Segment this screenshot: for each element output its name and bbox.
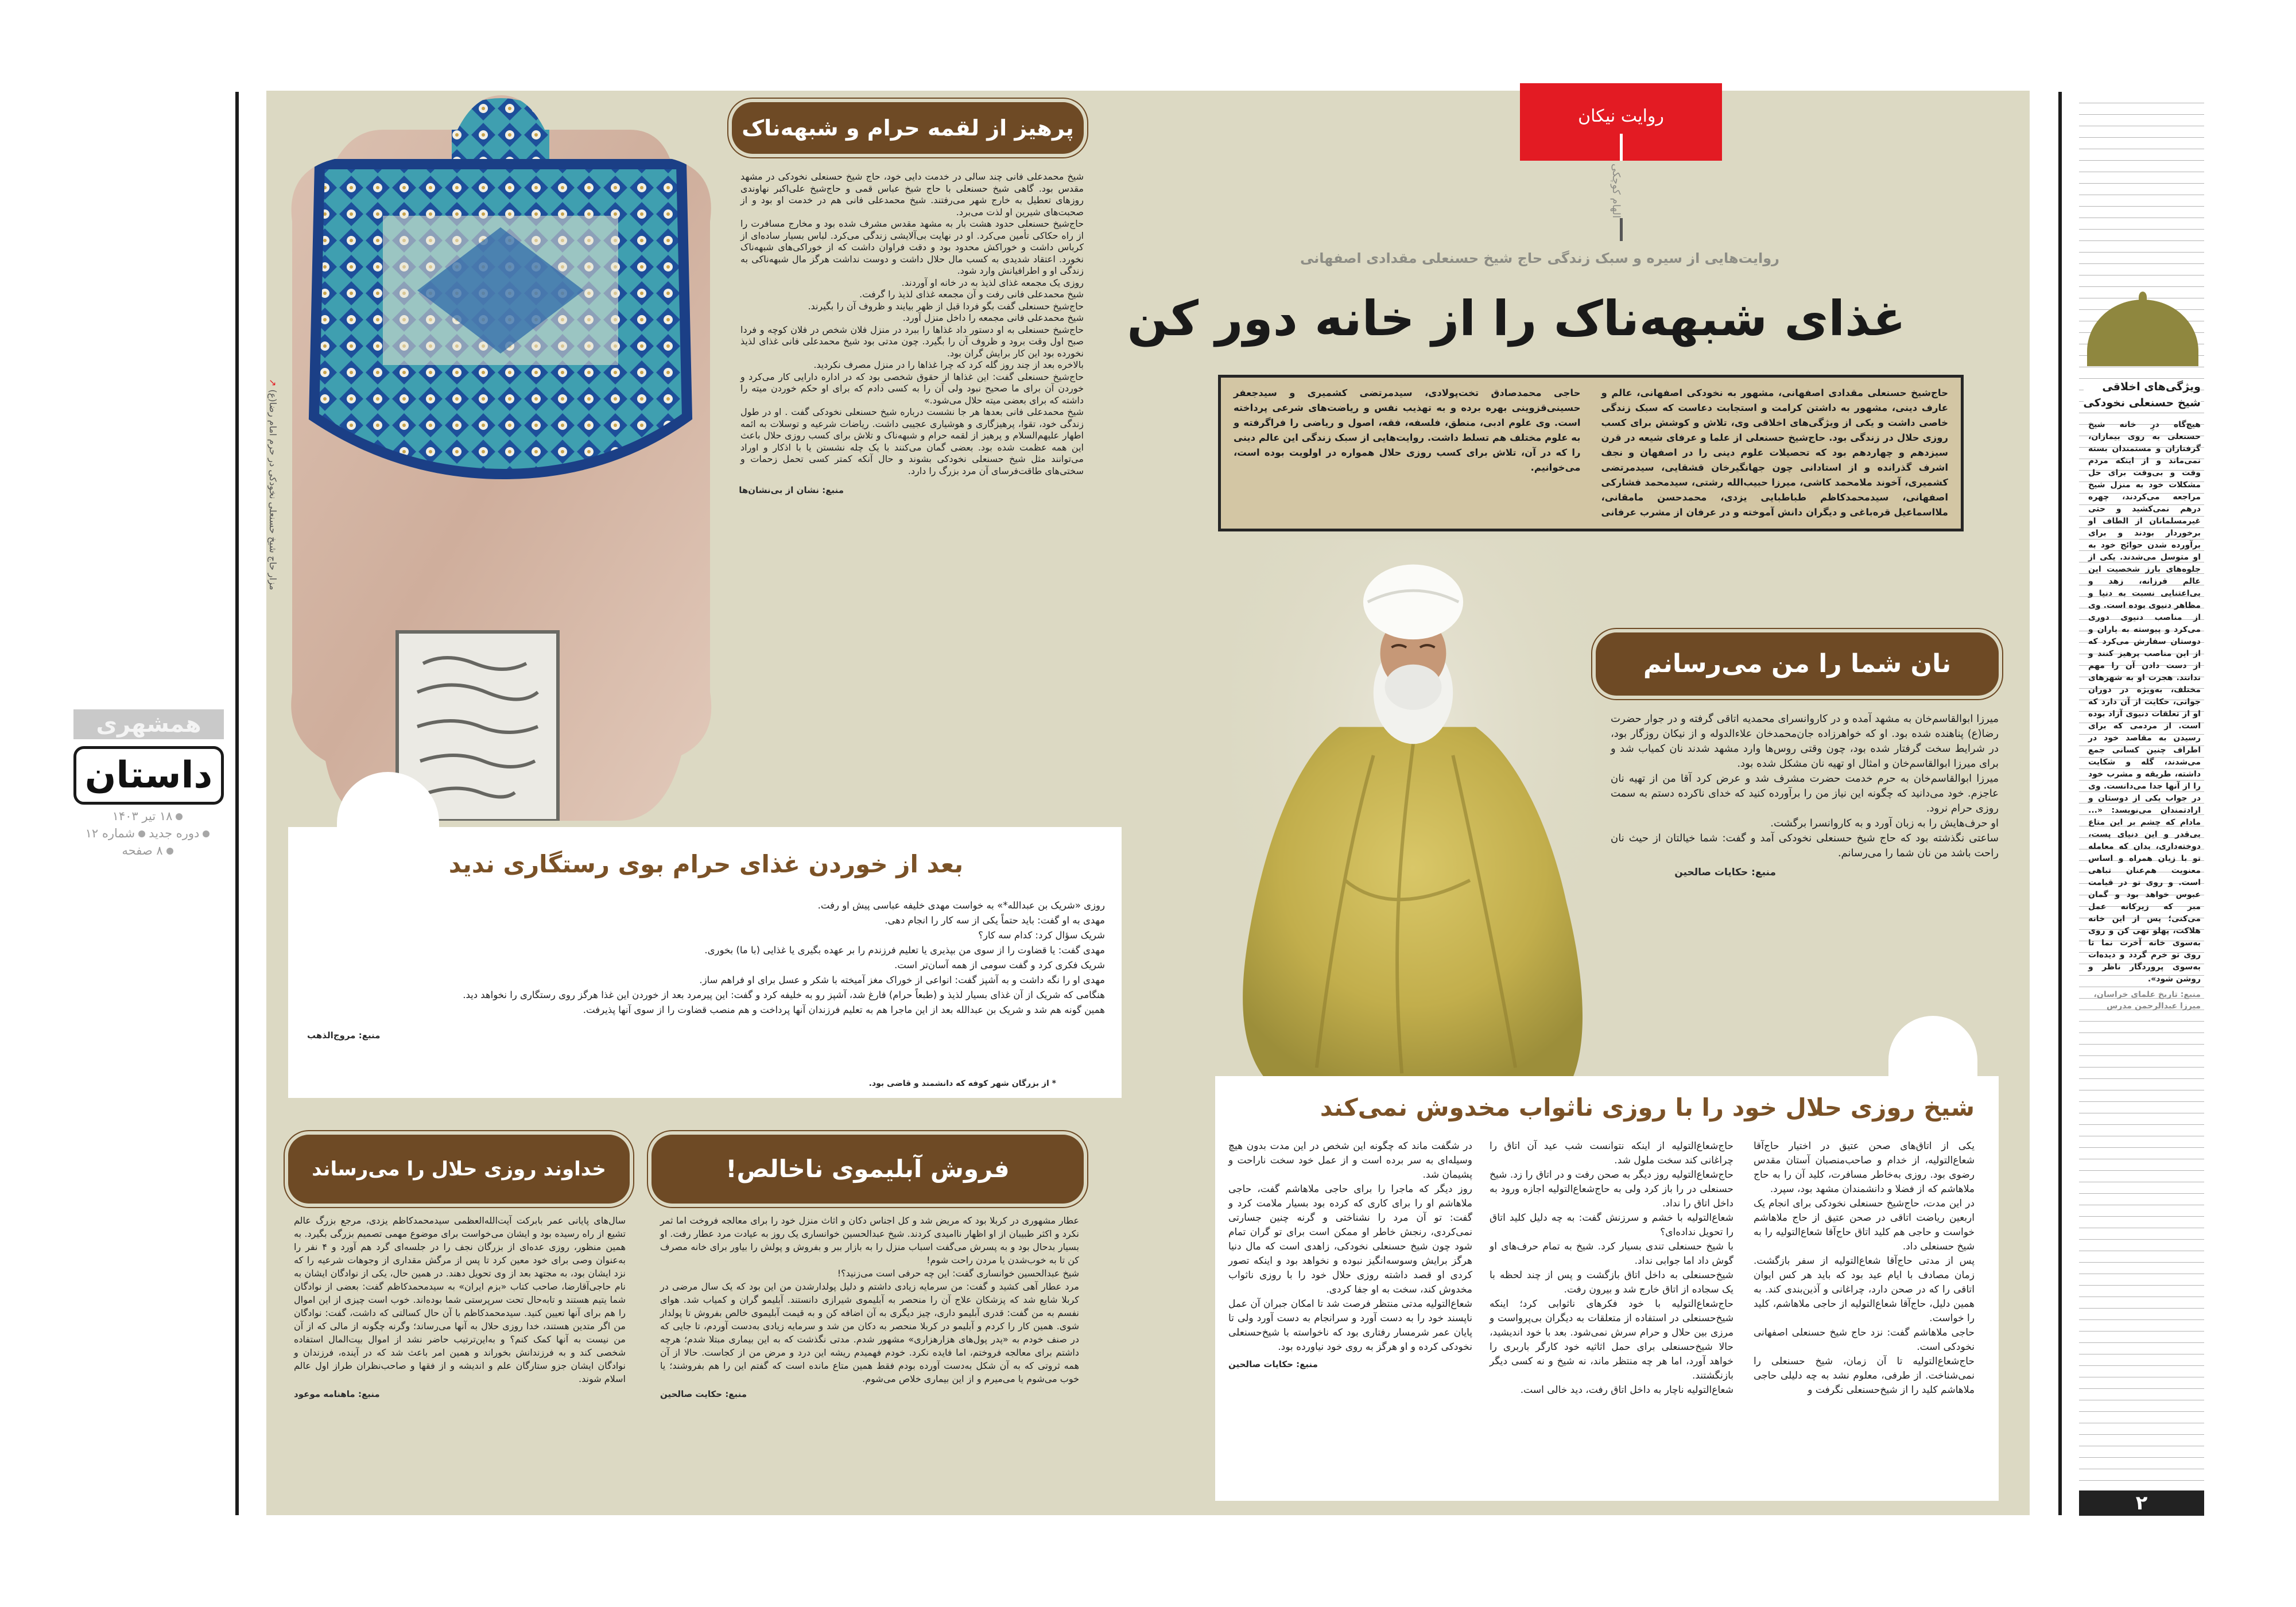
paragraph: روز دیگر که ماجرا را برای حاجی ملاهاشم گفت، حاجی ملاهاشم او را برای کاری که کرده بود بسیار ملامت کرد و گفت: تو آن مرد را نشناختی و گرنه چنین جسارتی نمی‌کردی، رنجش خاطر او ممکن است برای تو گران تمام شود چون شیخ حسنعلی نخودکی، زاهدی است که مال دنیا هرگز برایش وسوسه‌انگیز نبوده و نخواهد بود و اینکه تصور کردی او قصد داشته روزی حلال خود را با روزی ناثواب مخدوش کند، سخت به او جفا کردی. — [1228, 1183, 1472, 1295]
paragraph: حاج‌شعاع‌التولیه با خود فکرهای ناثوابی کرد؛ اینکه شیخ‌حسنعلی در استفاده از متعلقات به دیگران بی‌پرواست و مرزی بین حلال و حرام سرش نمی‌شود. بعد با خود اندیشید، حالا شیخ‌حسنعلی برای حمل اثاثیه خود کارگر باربری را خواهد آورد، اما هر چه منتظر ماند، نه شیخ و نه کسی دیگر بازنگشتند. — [1490, 1298, 1733, 1381]
paragraph: پس از مدتی حاج‌آقا شعاع‌التولیه از سفر بازگشت. زمان مصادف با ایام عید بود که باید هر کس ایوان اتاقی را که در صحن دارد، چراغانی و آذین‌بندی کند. به همین دلیل، حاج‌آقا شعاع‌التولیه از حاجی ملاهاشم، کلید را خواست. — [1754, 1255, 1975, 1324]
paragraph: در این مدت، حاج‌شیخ حسنعلی نخودکی برای انجام یک اربعین ریاضت اتاقی در صحن عتیق از حاج ملاهاشم خواست و حاجی هم کلید اتاق حاج‌آقا شعاع‌التولیه را به شیخ حسنعلی داد. — [1754, 1198, 1975, 1252]
right-divider — [2058, 92, 2062, 1515]
paragraph: سال‌های پایانی عمر بابرکت آیت‌الله‌العظمی سیدمحمدکاظم یزدی، مرجع بزرگ عالم تشیع از راه رسیده بود و ایشان می‌خواست برای موضوع مهمی تصمیم بزرگی بگیرد. به همین منظور، روزی عده‌ای از بزرگان نجف را در جلسه‌ای گرد هم آورد و ۴ نفر را به‌عنوان وصی برای خود معین کرد تا پس از مرگش مقداری از وجوهات شرعیه را که نزد ایشان بود، به مجتهد بعد از وی تحویل دهند. در همین حال، یکی از نوادگان ایشان به نام حاجی‌آقارضا، صاحب کتاب «بزم ایران» به سیدمحمدکاظم گفت: بعضی از نوادگان شما یتیم هستند و تابه‌حال تحت سرپرستی شما بوده‌اند. خوب است چیزی از این اموال را هم برای آنها تعیین کنید. سیدمحمدکاظم با آن حال کسالتی که داشت، گفت: نوادگان من اگر متدین هستند، خدا روزی حلال به آنها می‌رساند؛ وگرنه چگونه از مالی که از آن من نیست به آنها کمک کنم؟ و به‌این‌ترتیب حاضر نشد از اموال بیت‌المال استفاده شخصی کند و به فرزندانش بخوراند و همین امر باعث شد که در آینده، فرزندان و نوادگان ایشان جزو ستارگان علم و اندیشه و از فقها و صاحب‌نظران طراز اول عالم اسلام شوند. — [294, 1215, 626, 1384]
paragraph: حاج‌شیخ حسنعلی گفت بگو فردا قبل از ظهر بیایند و ظروف آن را بگیرند. — [808, 300, 1084, 312]
parhiz-title-banner: پرهیز از لقمه حرام و شبهه‌ناک — [732, 102, 1084, 154]
pages-text: ۸ صفحه — [122, 844, 163, 857]
byline: الهام کوچکی — [1610, 164, 1622, 219]
parhiz-source: منبع: نشان از بی‌نشان‌ها — [739, 485, 844, 495]
parhiz-body — [740, 171, 1084, 477]
paragraph: شیخ محمدعلی فانی رفت و آن مجمعه غذای لذیذ را گرفت. — [859, 289, 1084, 300]
rastegari-title: بعد از خوردن غذای حرام بوی رستگاری ندید — [448, 850, 964, 878]
paragraph: هیچ‌گاه درِ خانه شیخ حسنعلی به روی بیماران، گرفتاران و مستمندان بسته نمی‌ماند و از اینکه مردم وقت و بی‌وقت برای حل مشکلات خود به منزل شیخ مراجعه می‌کردند، چهره درهم نمی‌کشید و حتی غیرمسلمانان از الطاف او برخوردار بودند و برای برآورده شدن حوائج خود به او متوسل می‌شدند. یکی از جلوه‌های بارز شخصیت این عالم فرزانه، زهد و بی‌اعتنایی نسبت به دنیا و مظاهر دنیوی بوده است. وی از مناصب دنیوی دوری می‌کرد و پیوسته به یاران و دوستان سفارش می‌کرد که از این مناصب پرهیز کنند و از دست دادن آن را مهم ندانند. هجرت او به شهرهای مختلف، به‌ویژه در دوران جوانی، حکایت از آن دارد که او از تعلقات دنیوی آزاد بوده است. از مردمی که برای رسیدن به مقاصد خود در اطراف چنین کسانی جمع می‌شدند، گله و شکایت داشته، طریقه و مشرب خود را از آنها جدا می‌دانست. وی در جواب یکی از دوستان و ارادتمندان می‌نویسد: «... مادام که چشم بر این متاع بی‌قدر و این دنیای پست، دوخته‌داری، بدان که معامله تو با زیان همراه و اساس معنویت هم‌عنان تباهی است. و روی تو در قیامت عبوس خواهد بود و گمان مبر که زیرکانه عمل می‌کنی؛ پس از این خانه هلاکت، پهلو تهی کن و روی به‌سوی خانه آخرت نما تا روی تو خرم گردد و دیده‌ات به‌سوی پروردگار ناظر و روشن شود». — [2088, 420, 2201, 984]
issue-info — [69, 826, 230, 840]
rastegari-source: منبع: مروج‌الذهب — [307, 1030, 381, 1041]
paragraph: یکی از اتاق‌های صحن عتیق در اختیار حاج‌آقا شعاع‌التولیه، از خدام و صاحب‌منصبان آستان مقدس رضوی بود. روزی به‌خاطر مسافرت، کلید آن را به حاج ملاهاشم که از فضلا و دانشمندان مشهد بود، سپرد. — [1754, 1140, 1975, 1195]
paragraph: شریک سؤال کرد: کدام سه کار؟ — [978, 930, 1105, 941]
shrine-tomb-photo — [285, 95, 718, 821]
paragraph: روزی «شریک بن عبدالله*» به خواست مهدی خلیفه عباسی پیش او رفت. — [817, 900, 1105, 911]
paragraph: شیخ عبدالحسین خوانساری گفت: این چه حرفی است می‌زنید؟! — [837, 1268, 1079, 1279]
issue-pages — [69, 844, 230, 857]
paragraph: عطار مشهوری در کربلا بود که مریض شد و کل اجناس دکان و اثاث منزل خود را برای معالجه فروخت اما ثمر نکرد و اکثر طبیبان از او اظهار ناامیدی کردند. شیخ عبدالحسین خوانساری یک روز به عیادت مرد عطار رفت. او بسیار بدحال بود و به پسرش می‌گفت اسباب منزل را به بازار ببر و بفروش و پولش را بیاور برای خانه مصرف کن تا به خوب‌شدن یا مردن راحت شوم! — [660, 1215, 1079, 1266]
halal-column-2 — [1490, 1139, 1733, 1398]
issue-number: شماره ۱۲ — [85, 826, 135, 840]
paragraph: میرزا ابوالقاسم‌خان به مشهد آمده و در کاروانسرای محمدیه اتاقی گرفته و در جوار حضرت رضا(ع) پناهنده شده بود. او که خواهرزاده جان‌محمدخان علاءالدوله و از نیکان روزگار بود، در شرایط سخت گرفتار شده بود، چون وقتی روس‌ها وارد مشهد شدند نان کمیاب شد و برای میرزا ابوالقاسم‌خان و امثال او تهیه نان مشکل شده بود. — [1611, 713, 1999, 770]
khodavand-source: منبع: ماهنامه موعود — [294, 1389, 380, 1399]
issue-date — [69, 809, 230, 823]
sidebar-body — [2088, 419, 2201, 985]
paragraph: شعاع‌التولیه ناچار به داخل اتاق رفت، دید خالی است. — [1520, 1384, 1733, 1396]
sidebar-title-line1: ویژگی‌های اخلاقی — [2102, 381, 2201, 393]
nan-title-banner: نان شما را من می‌رسانم — [1596, 632, 1999, 696]
paragraph: مهدی او را نگه داشت و به آشپز گفت: انواعی از خوراک مغز آمیخته با شکر و عسل برای او فراهم ساز. — [699, 975, 1105, 985]
paragraph: ساعتی نگذشته بود که حاج شیخ حسنعلی نخودکی آمد و گفت: شما خیالتان از حیث نان راحت باشد من نان شما را می‌رسانم. — [1611, 832, 1999, 859]
paragraph: شیخ محمدعلی فانی بعدها هر جا نشست درباره شیخ حسنعلی نخودکی گفت . او در طول زندگی خود، تقوا، پرهیزگاری و هوشیاری عجیبی داشت. ریاضات شرعیه و توسلات به ائمه اطهار علیهم‌السلام و پرهیز از لقمه حرام و شبهه‌ناک و تلاش برای کسب روزی حلال باعث این همه عظمت شده بود. بعضی گمان می‌کنند با یک چله نشستن یا با اذکار و اوراد می‌توانند مثل شیخ حسنعلی نخودکی بشوند و حال آنکه کمتر کسی تحمل زحمات و سختی‌های طاقت‌فرسای آن مرد بزرگ را دارد. — [740, 406, 1084, 476]
rubric-line — [1620, 134, 1623, 161]
brand-logo: همشهری — [73, 709, 224, 739]
paragraph: شعاع‌التولیه با خشم و سرزنش گفت: به چه دلیل کلید اتاق را تحویل نداده‌ای؟ — [1490, 1212, 1733, 1238]
paragraph: همین گونه هم شد و شریک بن عبدالله بعد از این ماجرا هم به تعلیم فرزندان آنها پرداخت و هم منصب قضاوت را از سوی آنها پذیرفت. — [583, 1004, 1105, 1015]
paragraph: او حرف‌هایش را به زبان آورد و به کاروانسرا برگشت. — [1770, 817, 1999, 829]
halal-title: شیخ روزی حلال خود را با روزی ناثواب مخدوش نمی‌کند — [1320, 1093, 1975, 1121]
paragraph: روزی یک مجمعه غذای لذیذ به در خانه او آوردند. — [901, 277, 1084, 288]
page-number: ۲ — [2079, 1490, 2204, 1516]
ablimoo-body — [660, 1214, 1079, 1385]
rastegari-footnote: * از بزرگان شهر کوفه که دانشمند و قاضی بود. — [868, 1079, 1056, 1088]
paragraph: شعاع‌التولیه مدتی منتظر فرصت شد تا امکان جبران آن عمل ناپسند خود را به دست آورد و سرانجام به دست آورد ولی تا پایان عمر شرمسار رفتاری بود که ناخواسته با شیخ‌حسنعلی نخودکی کرده و او هرگز به روی خود نیاورده بود. — [1228, 1298, 1472, 1353]
nan-body — [1611, 712, 1999, 861]
photo-caption — [267, 379, 278, 590]
sidebar-title-line2: شیخ حسنعلی نخودکی — [2083, 397, 2201, 409]
paragraph: حاج‌شعاع‌التولیه از اینکه نتوانست شب عید آن اتاق را چراغانی کند سخت ملول شد. — [1490, 1140, 1733, 1166]
sheikh-portrait — [1230, 539, 1597, 1085]
left-divider — [235, 92, 239, 1515]
paragraph: شیخ‌حسنعلی به داخل اتاق بازگشت و پس از چند لحظه با یک سجاده از اتاق خارج شد و بیرون رفت. — [1490, 1270, 1733, 1295]
paragraph: مهدی گفت: یا قضاوت را از سوی من بپذیری یا تعلیم فرزندم را بر عهده بگیری یا غذایی (با ما) بخوری. — [704, 945, 1105, 956]
paragraph: هنگامی که شریک از آن غذای بسیار لذیذ و (طبعاً حرام) فارغ شد، آشپز رو به خلیفه کرد و گفت: این پیرمرد بعد از خوردن این غذا هرگز روی رستگاری را نخواهد دید. — [463, 989, 1105, 1000]
rubric-label: روایت نیکان — [1578, 106, 1664, 126]
paragraph: شیخ محمدعلی فانی چند سالی در خدمت دایی خود، حاج شیخ حسنعلی نخودکی در مشهد مقدس بود. گاهی شیخ حسنعلی با حاج شیخ عباس قمی و حاج‌شیخ علی‌اکبر نهاوندی روزهای تعطیل به خارج شهر می‌رفتند. شیخ محمدعلی فانی هم در خدمت او بود و از صحبت‌های شیرین او لذت می‌برد. — [740, 171, 1084, 218]
section-logo: داستان — [73, 746, 224, 805]
paragraph: شریک فکری کرد و گفت سومی از همه آسان‌تر است. — [894, 960, 1105, 971]
paragraph: شیخ محمدعلی فانی مجمعه را داخل منزل آورد. — [902, 312, 1084, 323]
nan-source: منبع: حکایات صالحین — [1674, 867, 1776, 878]
khodavand-body — [294, 1214, 626, 1385]
kicker: روایت‌هایی از سیره و سبک زندگی حاج شیخ حسنعلی مقدادی اصفهانی — [1300, 250, 1779, 266]
sidebar-title — [2084, 379, 2201, 411]
halal-source: منبع: حکایات صالحین — [1228, 1359, 1318, 1369]
paragraph: حاج‌شیخ حسنعلی گفت: این غذاها از حقوق شخصی بود که در اداره دارایی کار می‌کرد و خوردن آن برای ما صحیح نبود ولی آن را به کسی دادم که برای او حکم خوردن میته را داشته که برای بعضی میته حلال می‌شود.» — [740, 371, 1084, 406]
paragraph: حاجی ملاهاشم گفت: نزد حاج شیخ حسنعلی اصفهانی نخودکی است. — [1754, 1327, 1975, 1353]
paragraph: با شیخ حسنعلی تندی بسیار کرد. شیخ به تمام حرف‌های او گوش داد اما جوابی نداد. — [1490, 1241, 1733, 1267]
paragraph: حاج‌شعاع‌التولیه تا آن زمان، شیخ حسنعلی را نمی‌شناخت. از طرفی، معلوم نشد به چه دلیلی حاجی ملاهاشم کلید را از شیخ‌حسنعلی نگرفت و — [1754, 1356, 1975, 1396]
halal-column-1 — [1754, 1139, 1975, 1398]
paragraph: حاج‌شیخ حسنعلی حدود هشت بار به مشهد مقدس مشرف شده بود و مخارج مسافرت را از راه حکاکی تأمین می‌کرد. او در نهایت بی‌آلایشی زندگی می‌کرد. لباس بسیار ساده‌ای از کرباس داشت و خوراکش محدود بود و دقت فراوان داشت که از خوراکی‌های شبهه‌ناک نخورد. اعتقاد شدیدی به کسب مال حلال داشت و دوست نداشت هرگز مال شبهه‌ناکی به زندگی او و اطرافیانش وارد شود. — [740, 218, 1084, 276]
rastegari-body — [321, 898, 1105, 1018]
byline-rule — [1620, 218, 1623, 241]
ablimoo-source: منبع: حکایت صالحین — [660, 1389, 747, 1399]
ablimoo-title-banner: فروش آبلیموی ناخالص! — [651, 1135, 1084, 1204]
intro-box — [1218, 375, 1964, 531]
halal-column-3 — [1228, 1139, 1472, 1354]
paragraph: حاج‌شیخ حسنعلی به او دستور داد غذاها را ببرد در منزل فلان شخص در فلان کوچه و فردا صبح اول وقت برود و ظروف آن را بگیرد. چون مدتی بود شیخ محمدعلی فانی غذای لذیذ نخورده بود این کار برایش گران بود. — [740, 324, 1084, 359]
main-headline: غذای شبهه‌ناک را از خانه دور کن — [1127, 290, 1906, 347]
sidebar-source: منبع: تاریخ علمای خراسان، میرزا عبدالرحمن مدرس — [2093, 990, 2201, 1011]
period-text: دوره جدید — [149, 826, 200, 840]
date-text: ۱۸ تیر ۱۴۰۳ — [112, 809, 173, 823]
khodavand-title-banner: خداوند روزی حلال را می‌رساند — [288, 1135, 630, 1204]
paragraph: مهدی به او گفت: باید حتماً یکی از سه کار را انجام دهی. — [885, 915, 1105, 926]
paragraph: حاج‌شیخ حسنعلی مقدادی اصفهانی، مشهور به نخودکی اصفهانی، عالم و عارف دینی، مشهور به داشتن کرامت و استجابت دعاست که سبک زندگی خاصی داشت و یکی از ویژگی‌های اخلاقی وی، تلاش و کوشش برای کسب روزی حلال در زندگی بود. حاج‌شیخ حسنعلی از علما و عرفای شیعه در قرن سیزدهم و چهاردهم بود که تحصیلات علوم دینی را در اصفهان و نجف اشرف گذرانده و از استادانی چون جهانگیرخان قشقایی، سیدمرتضی کشمیری، آخوند ملامحمد کاشی، میرزا حبیب‌الله رشتی، سیدمحمد فشارکی اصفهانی، سیدمحمدکاظم طباطبایی یزدی، محمدحسن مامقانی، ملااسماعیل قره‌باغی و دیگران دانش آموخته و در عرفان از مشرب عرفانی حاجی محمدصادق تخت‌پولادی، سیدمرتضی کشمیری و سیدجعفر حسینی‌قزوینی بهره برده و به تهذیب نفس و ریاضت‌های شرعی پرداخته است. وی علوم ادبی، منطق، فلسفه، فقه، اصول و ریاضی را فراگرفته و به علوم مختلف هم تسلط داشت. روایت‌هایی از سبک زندگی این عالم دینی را که در آن، تلاش برای کسب روزی حلال همواره در اولویت بوده است، می‌خوانیم. — [1234, 387, 1948, 518]
paragraph: مرد عطار آهی کشید و گفت: من سرمایه زیادی داشتم و دلیل پولدارشدن من این بود که یک سال مرضی در کربلا شایع شد که پزشکان علاج آن را منحصر به آبلیموی شیرازی دانستند. آبلیمو گران و کمیاب شد. هوای نفسم به من گفت: قدری آبلیمو داری، چیز دیگری به آن اضافه کن و به قیمت آبلیموی خالص بفروش تا پولدار شوی. همین کار را کردم و آبلیمو در کربلا منحصر به دکان من شد و سرمایه زیادی به‌دست آوردم، تا جایی که در صنف خودم به «پدر پول‌های هزارهزاری» مشهور شدم. مدتی نگذشت که به این بیماری مبتلا شدم؛ هرچه داشتم برای معالجه فروختم، اما فایده نکرد. خودم فهمیدم ریشه این درد و مرض من از کجاست. حالا از آن همه ثروتی که به آن شکل به‌دست آورده بودم فقط همین متاع مانده است که گفتم این را هم بفروشند؛ یا خوب می‌شوم یا می‌میرم و از این بیماری خلاص می‌شوم. — [660, 1281, 1079, 1384]
paragraph: در شگفت ماند که چگونه این شخص در این مدت بدون هیچ وسیله‌ای به سر برده است و از عمل خود سخت ناراحت و پشیمان شد. — [1228, 1140, 1472, 1181]
rubric-box — [1520, 83, 1722, 161]
caption-arrow-icon: ↗ — [267, 379, 278, 387]
paragraph: حاج‌شعاع‌التولیه روز دیگر به صحن رفت و در اتاق را زد. شیخ حسنعلی در را باز کرد ولی به حاج‌شعاع‌التولیه اجازه ورود به داخل اتاق را نداد. — [1490, 1169, 1733, 1209]
caption-text: مزار حاج شیخ حسنعلی نخودکی در حرم امام رضا(ع) — [267, 389, 278, 591]
turban — [1363, 565, 1463, 640]
paragraph: بالاخره بعد از چند روز گله کرد که چرا غذاها را در منزل مصرف نکردید. — [813, 359, 1084, 370]
paragraph: میرزا ابوالقاسم‌خان به حرم خدمت حضرت مشرف شد و عرض کرد آقا من از تهیه نان عاجزم. خود می‌دانید که چگونه این نیاز من را برآورده کنید که خدای ناکرده دستم به سمت روزی حرام نرود. — [1611, 773, 1999, 814]
